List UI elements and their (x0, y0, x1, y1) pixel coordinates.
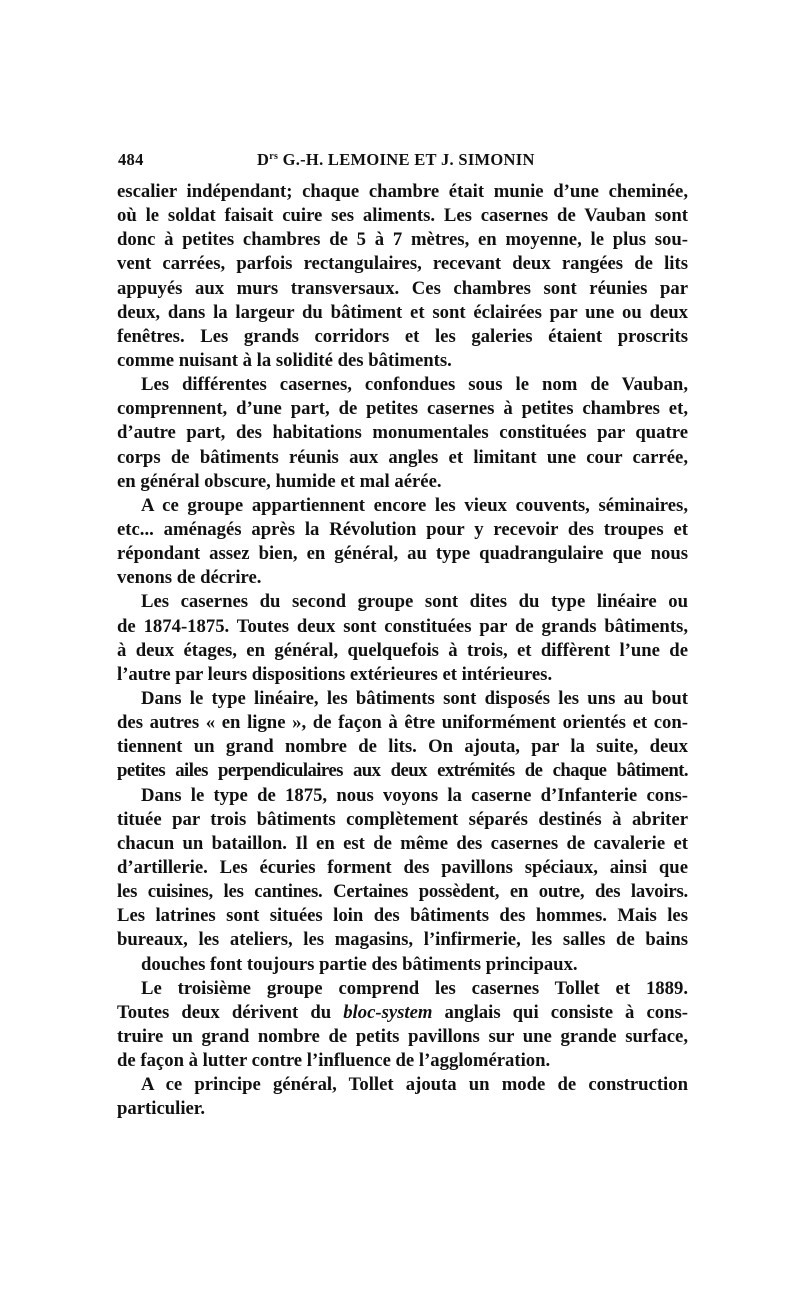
text-line: truire un grand nombre de petits pavillons sur une grande surface, (117, 1025, 688, 1047)
text-line: à deux étages, en général, quelquefois à trois, et diffèrent l’une de (117, 639, 688, 661)
paragraph (117, 687, 688, 784)
text-line: Dans le type de 1875, nous voyons la caserne d’Infanterie cons- (141, 784, 688, 806)
text-line: l’autre par leurs dispositions extérieures et intérieures. (117, 663, 553, 685)
page-header (118, 150, 688, 174)
running-title-superscript: rs (269, 151, 279, 162)
text-line: Les casernes du second groupe sont dites du type linéaire ou (141, 591, 688, 613)
text-line: où le soldat faisait cuire ses aliments. Les casernes de Vauban sont (117, 205, 688, 227)
text-line: douches font toujours partie des bâtiments principaux. (141, 953, 578, 975)
text-line: Dans le type linéaire, les bâtiments sont disposés les uns au bout (141, 687, 688, 709)
running-title (257, 150, 535, 170)
body-text (117, 180, 688, 1121)
text-line: bureaux, les ateliers, les magasins, l’infirmerie, les salles de bains (117, 929, 688, 951)
text-line: etc... aménagés après la Révolution pour y recevoir des troupes et (117, 518, 688, 540)
text-line: donc à petites chambres de 5 à 7 mètres, en moyenne, le plus sou- (117, 229, 688, 251)
paragraph (117, 373, 688, 494)
paragraph (117, 590, 688, 687)
text-line: de façon à lutter contre l’influence de l’agglomération. (117, 1050, 551, 1072)
text-line: A ce principe général, Tollet ajouta un mode de construction (141, 1074, 688, 1096)
text-line: comme nuisant à la solidité des bâtiments. (117, 349, 452, 371)
paragraph (117, 977, 688, 1074)
text-line: chacun un bataillon. Il en est de même des casernes de cavalerie et (117, 832, 688, 854)
text-line: Les latrines sont situées loin des bâtiments des hommes. Mais les (117, 905, 688, 927)
paragraph (117, 1073, 688, 1121)
text-line: tituée par trois bâtiments complètement séparés destinés à abriter (117, 808, 688, 830)
text-line: comprennent, d’une part, de petites casernes à petites chambres et, (117, 398, 688, 420)
paragraph (117, 784, 688, 977)
text-line: escalier indépendant; chaque chambre était munie d’une cheminée, (117, 181, 688, 202)
running-title-prefix: D (257, 150, 270, 169)
text-line: d’autre part, des habitations monumentales constituées par quatre (117, 422, 688, 444)
text-line: vent carrées, parfois rectangulaires, recevant deux rangées de lits (117, 253, 688, 275)
text-line: en général obscure, humide et mal aérée. (117, 470, 442, 492)
paragraph (117, 494, 688, 591)
text-line: d’artillerie. Les écuries forment des pavillons spéciaux, ainsi que (117, 856, 688, 878)
text-line: deux, dans la largeur du bâtiment et sont éclairées par une ou deux (117, 301, 688, 323)
text-run: anglais qui consiste à cons- (432, 1001, 688, 1023)
text-line: particulier. (117, 1098, 206, 1120)
text-line: Les différentes casernes, confondues sous le nom de Vauban, (141, 374, 688, 396)
text-line: tiennent un grand nombre de lits. On ajouta, par la suite, deux (117, 736, 688, 758)
text-line: A ce groupe appartiennent encore les vieux couvents, séminaires, (141, 494, 688, 516)
running-title-authors: G.-H. LEMOINE ET J. SIMONIN (278, 150, 535, 169)
text-run: Toutes deux dérivent du (117, 1001, 344, 1023)
text-line: corps de bâtiments réunis aux angles et limitant une cour carrée, (117, 446, 688, 468)
text-line: fenêtres. Les grands corridors et les galeries étaient proscrits (117, 325, 688, 347)
text-line: répondant assez bien, en général, au type quadrangulaire que nous (117, 543, 688, 565)
italic-term: bloc-system (343, 1001, 433, 1023)
text-line (117, 1001, 688, 1025)
text-line: Le troisième groupe comprend les casernes Tollet et 1889. (141, 977, 688, 999)
text-line: les cuisines, les cantines. Certaines possèdent, en outre, des lavoirs. (117, 881, 688, 903)
text-line: de 1874-1875. Toutes deux sont constituées par de grands bâtiments, (117, 615, 688, 637)
paragraph (117, 180, 688, 373)
page-number: 484 (118, 150, 144, 169)
text-line: petites ailes perpendiculaires aux deux extrémités de chaque bâtiment. (117, 760, 688, 782)
text-line: appuyés aux murs transversaux. Ces chambres sont réunies par (117, 277, 688, 299)
text-line: venons de décrire. (117, 567, 262, 589)
text-line: des autres « en ligne », de façon à être uniformément orientés et con- (117, 712, 688, 734)
